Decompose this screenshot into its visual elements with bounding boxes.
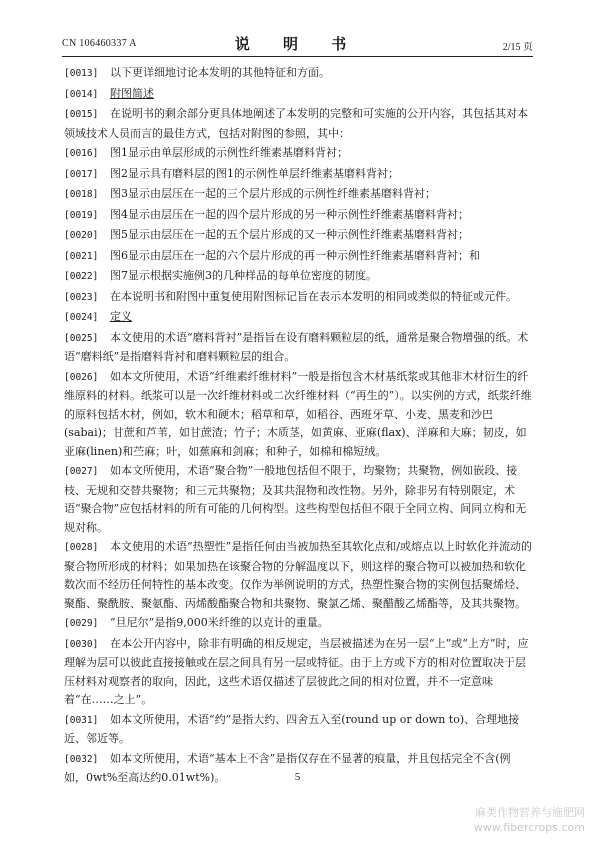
paragraph <box>64 368 532 462</box>
paragraph-text: 本文使用的术语“磨料背衬”是指旨在设有磨料颗粒层的纸，通常是聚合物增强的纸。术语“磨料纸”是指磨料背衬和磨料颗粒层的组合。 <box>64 330 529 363</box>
paragraph <box>64 185 532 205</box>
paragraph-number: [0026] <box>64 371 99 383</box>
paragraph <box>64 64 532 84</box>
paragraph <box>64 144 532 164</box>
paragraph <box>64 85 532 105</box>
paragraph <box>64 267 532 287</box>
page-header <box>62 32 533 56</box>
paragraph-number: [0016] <box>64 148 99 159</box>
paragraph-number: [0027] <box>64 466 99 477</box>
document-body <box>64 64 532 789</box>
paragraph-number: [0018] <box>64 189 99 200</box>
paragraph-number: [0032] <box>64 753 99 765</box>
paragraph-number: [0017] <box>64 168 99 180</box>
paragraph <box>64 329 532 367</box>
watermark-site-name: 麻类作物营养与施肥网 <box>475 806 585 819</box>
paragraph-number: [0024] <box>64 312 99 323</box>
paragraph-text: 在本公开内容中，除非有明确的相反规定，当层被描述为在另一层“上”或“上方”时，应理解为层可以彼此直接接触或在层之间具有另一层或特征。由于上方或下方的相对位置取决于层压材料对观察者的取向，因此，这些术语仅描述了层彼此之间的相对位置，并不一定意味着“在……之上”。 <box>64 636 529 706</box>
paragraph-text: 图7显示根据实施例3的几种样品的每单位密度的韧度。 <box>110 269 377 282</box>
paragraph-number: [0014] <box>64 88 99 100</box>
paragraph-number: [0030] <box>64 638 99 650</box>
paragraph-number: [0021] <box>64 250 99 262</box>
page-number: 5 <box>294 771 301 783</box>
paragraph-text: 如本文所使用，术语“约”是指大约、四舍五入至(round up or down to)、合理地接近、邻近等。 <box>64 712 520 745</box>
paragraph <box>64 635 532 710</box>
paragraph-number: [0015] <box>64 109 99 120</box>
paragraph-text: 在说明书的剩余部分更具体地阐述了本发明的完整和可实施的公开内容，其包括其对本领域技术人员而言的最佳方式，包括对附图的参照，其中： <box>64 107 528 140</box>
paragraph <box>64 538 532 613</box>
header-divider <box>62 56 533 57</box>
paragraph-number: [0031] <box>64 714 99 726</box>
page-indicator: 2/15 页 <box>502 42 533 53</box>
paragraph-text: 图2显示具有磨料层的图1的示例性单层纤维素基磨料背衬； <box>110 166 399 180</box>
paragraph-text: 在本说明书和附图中重复使用附图标记旨在表示本发明的相同或类似的特征或元件。 <box>110 289 517 303</box>
paragraph-text: 本文使用的术语“热塑性”是指任何由当被加热至其软化点和/或熔点以上时软化并流动的聚合物所形成的材料；如果加热在该聚合物的分解温度以下，则这样的聚合物可以被加热和软化数次而不经历任何特性的基本改变。仅作为举例说明的方式，热塑性聚合物的实例包括聚烯烃、聚酯、聚酰胺、聚氨酯、丙烯酸酯聚合物和共聚物、聚氯乙烯、聚醋酸乙烯酯等，及其共聚物。 <box>64 540 532 610</box>
paragraph <box>64 462 532 537</box>
paragraph <box>64 165 532 185</box>
paragraph-number: [0019] <box>64 209 99 221</box>
paragraph-number: [0023] <box>64 291 99 303</box>
paragraph-text: 如本文所使用，术语“纤维素纤维材料”一般是指包含木材基纸浆或其他非木材衍生的纤维原料的材料。纸浆可以是一次纤维材料或二次纤维材料（“再生的”）。以实例的方式，纸浆纤维的原料包括木材，例如，软木和硬木；稻草和草，如稻谷、西班牙草、小麦、黑麦和沙巴(sabai)；甘蔗和芦苇，如甘蔗渣；竹子；木质茎，如黄麻、亚麻(flax)、洋麻和大麻；韧皮，如亚麻(linen)和苎麻；叶，如蕉麻和剑麻；和种子，如棉和棉短绒。 <box>64 369 532 458</box>
paragraph-text: 如本文所使用，术语“基本上不含”是指仅存在不显著的痕量，并且包括完全不含(例如，0wt%至高达约0.01wt%)。 <box>64 751 511 784</box>
paragraph-number: [0022] <box>64 271 99 282</box>
paragraph-number: [0025] <box>64 332 99 344</box>
paragraph <box>64 288 532 308</box>
paragraph-text: 图3显示由层压在一起的三个层片形成的示例性纤维素基磨料背衬； <box>110 187 436 200</box>
paragraph-text: 图6显示由层压在一起的六个层片形成的再一种示例性纤维素基磨料背衬；和 <box>110 248 480 262</box>
paragraph-number: [0020] <box>64 230 99 241</box>
paragraph <box>64 105 532 143</box>
paragraph-text: 以下更详细地讨论本发明的其他特征和方面。 <box>110 66 330 79</box>
paragraph <box>64 206 532 226</box>
document-title: 说 明 书 <box>234 35 361 53</box>
paragraph-text: “旦尼尔”是指9,000米纤维的以克计的重量。 <box>110 616 329 629</box>
section-heading: 附图简述 <box>110 86 154 100</box>
paragraph-text: 图5显示由层压在一起的五个层片形成的又一种示例性纤维素基磨料背衬； <box>110 228 469 241</box>
paragraph-number: [0028] <box>64 542 99 553</box>
paragraph-number: [0013] <box>64 68 99 79</box>
paragraph-text: 图1显示由单层形成的示例性纤维素基磨料背衬； <box>110 146 348 159</box>
paragraph-text: 如本文所使用，术语“聚合物”一般地包括但不限于，均聚物；共聚物，例如嵌段、接枝、无规和交替共聚物；和三元共聚物；及其共混物和改性物。另外，除非另有特别限定，术语“聚合物”应包括材料的所有可能的几何构型。这些构型包括但不限于全同立构、间同立构和无规对称。 <box>64 464 527 534</box>
section-heading: 定义 <box>110 310 132 323</box>
paragraph <box>64 308 532 328</box>
watermark-url: www.fibercrops.com <box>473 821 585 834</box>
paragraph-text: 图4显示由层压在一起的四个层片形成的另一种示例性纤维素基磨料背衬； <box>110 207 469 221</box>
paragraph <box>64 614 532 634</box>
paragraph <box>64 711 532 749</box>
patent-number: CN 106460337 A <box>62 38 137 49</box>
paragraph <box>64 226 532 246</box>
paragraph-number: [0029] <box>64 618 99 629</box>
paragraph <box>64 247 532 267</box>
